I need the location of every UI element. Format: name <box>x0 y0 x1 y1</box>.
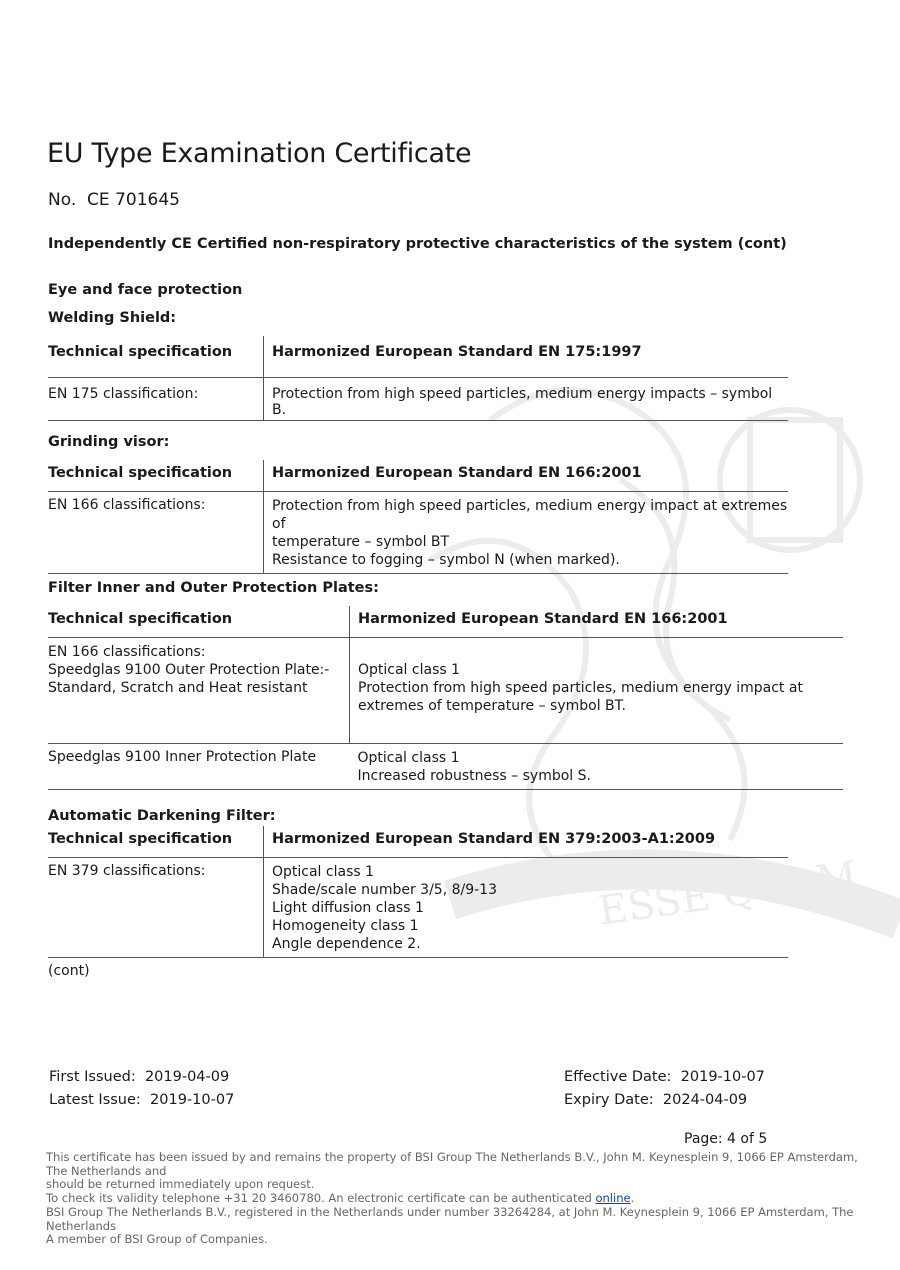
effective-date <box>564 1069 765 1085</box>
first-issued <box>49 1069 229 1085</box>
adf-col2: Harmonized European Standard EN 379:2003-A1:2009 <box>264 826 789 858</box>
cert-no-label: No. <box>48 190 77 210</box>
welding-heading: Welding Shield: <box>48 310 177 326</box>
continued-note: (cont) <box>48 963 90 979</box>
adf-line: Optical class 1 <box>272 864 375 880</box>
footer-line: A member of BSI Group of Companies. <box>46 1232 268 1246</box>
plates-row2-value-line: Optical class 1 <box>357 750 460 766</box>
adf-heading: Automatic Darkening Filter: <box>48 808 276 824</box>
page-number: Page: 4 of 5 <box>684 1131 768 1147</box>
plates-row1-value-line: extremes of temperature – symbol BT. <box>358 698 626 714</box>
adf-label: EN 379 classifications: <box>48 858 264 958</box>
footer-legal <box>46 1151 876 1205</box>
grinding-col1: Technical specification <box>48 460 264 492</box>
plates-row1-label-line: Speedglas 9100 Outer Protection Plate:- <box>48 662 330 678</box>
plates-table <box>48 606 843 790</box>
adf-value <box>264 858 789 958</box>
adf-table <box>48 826 788 958</box>
grinding-label: EN 166 classifications: <box>48 492 264 574</box>
plates-row1-label-line: EN 166 classifications: <box>48 644 206 660</box>
welding-col2: Harmonized European Standard EN 175:1997 <box>264 336 789 378</box>
adf-line: Homogeneity class 1 <box>272 918 419 934</box>
effective-date-label: Effective Date: <box>564 1069 672 1085</box>
plates-row1-value-line: Protection from high speed particles, medium energy impact at <box>358 680 803 696</box>
latest-issue <box>49 1092 234 1108</box>
grinding-line: Resistance to fogging – symbol N (when marked). <box>272 552 620 568</box>
adf-col1: Technical specification <box>48 826 264 858</box>
eye-face-heading: Eye and face protection <box>48 282 243 298</box>
adf-line: Shade/scale number 3/5, 8/9-13 <box>272 882 497 898</box>
welding-value: Protection from high speed particles, medium energy impacts – symbol B. <box>264 378 789 421</box>
grinding-col2: Harmonized European Standard EN 166:2001 <box>264 460 789 492</box>
certificate-number <box>48 190 180 210</box>
adf-line: Light diffusion class 1 <box>272 900 424 916</box>
plates-col1: Technical specification <box>48 606 350 638</box>
plates-col2: Harmonized European Standard EN 166:2001 <box>350 606 844 638</box>
footer-validity-text: To check its validity telephone +31 20 3460780. An electronic certificate can be authenticated <box>46 1190 596 1205</box>
footer-line: should be returned immediately upon request. <box>46 1177 315 1191</box>
adf-line: Angle dependence 2. <box>272 936 421 952</box>
first-issued-label: First Issued: <box>49 1069 136 1085</box>
plates-row1-value-line: Optical class 1 <box>358 662 461 678</box>
grinding-heading: Grinding visor: <box>48 434 170 450</box>
welding-table <box>48 336 788 421</box>
plates-row1-label-line: Standard, Scratch and Heat resistant <box>48 680 308 696</box>
watermark-motto: ESSE QUAM <box>595 852 860 935</box>
footer-line <box>46 1192 876 1206</box>
grinding-table <box>48 460 788 574</box>
plates-row2-value <box>350 744 844 790</box>
welding-col1: Technical specification <box>48 336 264 378</box>
grinding-line: temperature – symbol BT <box>272 534 450 550</box>
latest-issue-value: 2019-10-07 <box>150 1092 235 1108</box>
footer-line: This certificate has been issued by and remains the property of BSI Group The Netherlands B.V., John M. Keynesplein 9, 1066 EP Amsterdam, The Netherlands and <box>46 1150 858 1178</box>
expiry-date <box>564 1092 747 1108</box>
welding-label: EN 175 classification: <box>48 378 264 421</box>
online-link[interactable]: online <box>595 1190 631 1205</box>
expiry-date-label: Expiry Date: <box>564 1092 654 1108</box>
expiry-date-value: 2024-04-09 <box>662 1092 748 1108</box>
page-title: EU Type Examination Certificate <box>47 138 472 169</box>
first-issued-value: 2019-04-09 <box>144 1069 230 1085</box>
plates-row2-value-line: Increased robustness – symbol S. <box>357 768 591 784</box>
footer-line: BSI Group The Netherlands B.V., registered in the Netherlands under number 33264284, at John M. Keynesplein 9, 1066 EP Amsterdam, The Netherlands <box>46 1205 854 1233</box>
latest-issue-label: Latest Issue: <box>49 1092 141 1108</box>
grinding-line: Protection from high speed particles, medium energy impact at extremes of <box>272 498 788 532</box>
footer-period: . <box>630 1190 635 1205</box>
cert-no-value: CE 701645 <box>87 190 180 210</box>
plates-row2-label: Speedglas 9100 Inner Protection Plate <box>48 744 350 790</box>
plates-row1-value <box>350 638 844 744</box>
intro-heading: Independently CE Certified non-respiratory protective characteristics of the system (cont) <box>48 236 787 252</box>
grinding-value <box>264 492 789 574</box>
plates-heading: Filter Inner and Outer Protection Plates: <box>48 580 379 596</box>
footer-registration <box>46 1206 876 1247</box>
plates-row1-label <box>48 638 350 744</box>
effective-date-value: 2019-10-07 <box>680 1069 765 1085</box>
